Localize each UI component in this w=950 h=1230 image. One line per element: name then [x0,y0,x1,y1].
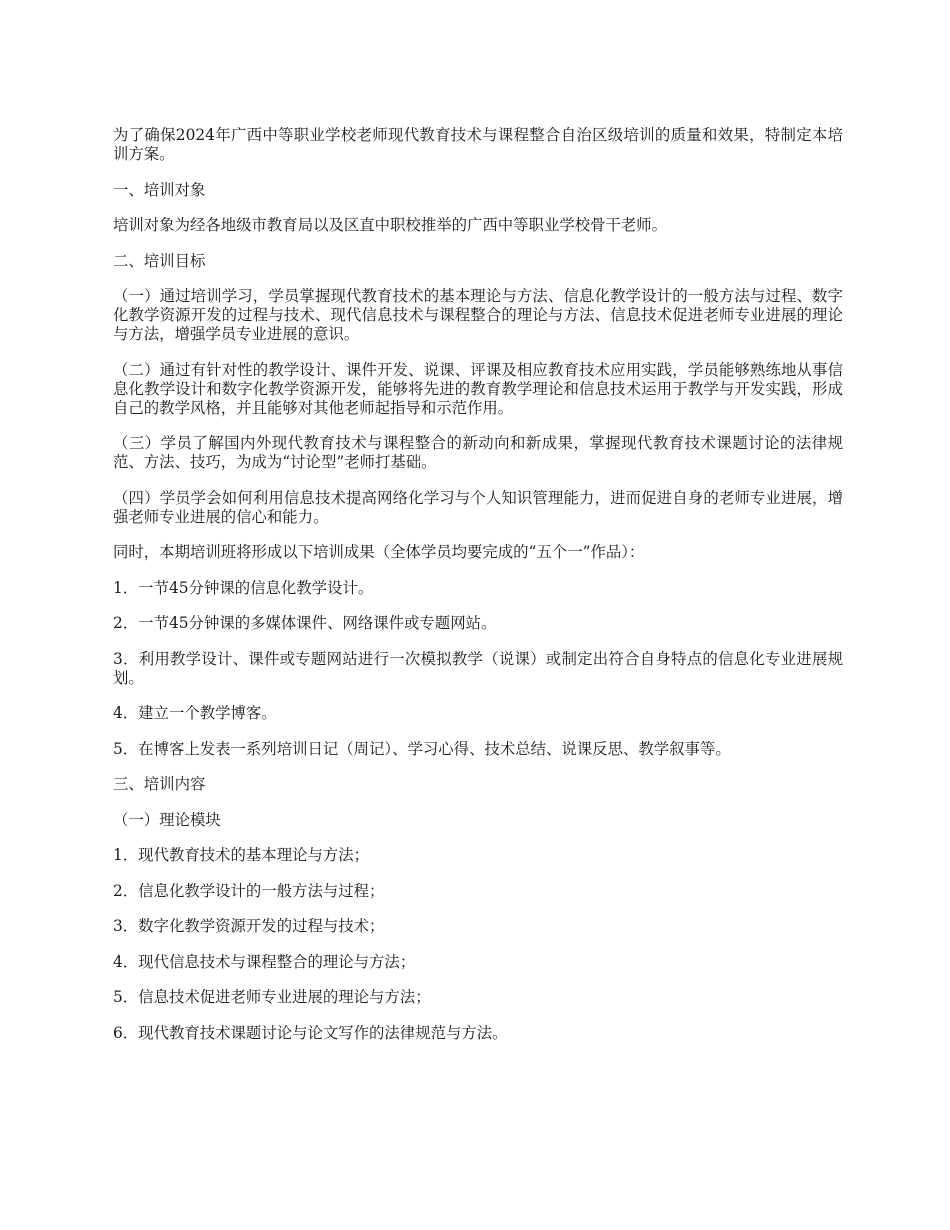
document-page [113,126,843,1059]
outcome-item-1: 1．一节45分钟课的信息化教学设计。 [113,578,374,597]
outcome-item-3: 3．利用教学设计、课件或专题网站进行一次模拟教学（说课）或制定出符合自身特点的信息化专业进展规划。 [113,649,843,687]
goal-paragraph-3: （三）学员了解国内外现代教育技术与课程整合的新动向和新成果，掌握现代教育技术课题讨论的法律规范、方法、技巧，为成为“讨论型”老师打基础。 [113,434,843,471]
intro-paragraph: 为了确保2024年广西中等职业学校老师现代教育技术与课程整合自治区级培训的质量和效果，特制定本培训方案。 [113,126,843,163]
theory-item-5: 5．信息技术促进老师专业进展的理论与方法； [113,988,431,1006]
target-audience-paragraph: 培训对象为经各地级市教育局以及区直中职校推举的广西中等职业学校骨干老师。 [113,216,668,234]
section-heading-training-goals: 二、培训目标 [113,251,206,270]
outcome-item-5: 5．在博客上发表一系列培训日记（周记）、学习心得、技术总结、说课反思、教学叙事等。 [113,739,731,758]
goal-paragraph-1: （一）通过培训学习，学员掌握现代教育技术的基本理论与方法、信息化教学设计的一般方法与过程、数字化教学资源开发的过程与技术、现代信息技术与课程整合的理论与方法、信息技术促进老师专业进展的理论与方法，增强学员专业进展的意识。 [113,287,843,343]
outcome-item-2: 2．一节45分钟课的多媒体课件、网络课件或专题网站。 [113,614,497,632]
theory-item-1: 1．现代教育技术的基本理论与方法； [113,846,370,864]
theory-item-2: 2．信息化教学设计的一般方法与过程； [113,881,385,900]
theory-item-3: 3．数字化教学资源开发的过程与技术； [113,917,385,935]
theory-item-6: 6．现代教育技术课题讨论与论文写作的法律规范与方法。 [113,1023,508,1042]
outcomes-intro-paragraph: 同时，本期培训班将形成以下培训成果（全体学员均要完成的“五个一”作品）： [113,543,645,561]
section-heading-training-content: 三、培训内容 [113,775,206,793]
goal-paragraph-4: （四）学员学会如何利用信息技术提高网络化学习与个人知识管理能力，进而促进自身的老师专业进展，增强老师专业进展的信心和能力。 [113,488,843,526]
theory-module-heading: （一）理论模块 [113,810,221,829]
theory-item-4: 4．现代信息技术与课程整合的理论与方法； [113,952,416,971]
outcome-item-4: 4．建立一个教学博客。 [113,704,277,722]
goal-paragraph-2: （二）通过有针对性的教学设计、课件开发、说课、评课及相应教育技术应用实践，学员能够熟练地从事信息化教学设计和数字化教学资源开发，能够将先进的教育教学理论和信息技术运用于教学与开发实践，形成自己的教学风格，并且能够对其他老师起指导和示范作用。 [113,360,843,417]
section-heading-target-audience: 一、培训对象 [113,180,206,199]
